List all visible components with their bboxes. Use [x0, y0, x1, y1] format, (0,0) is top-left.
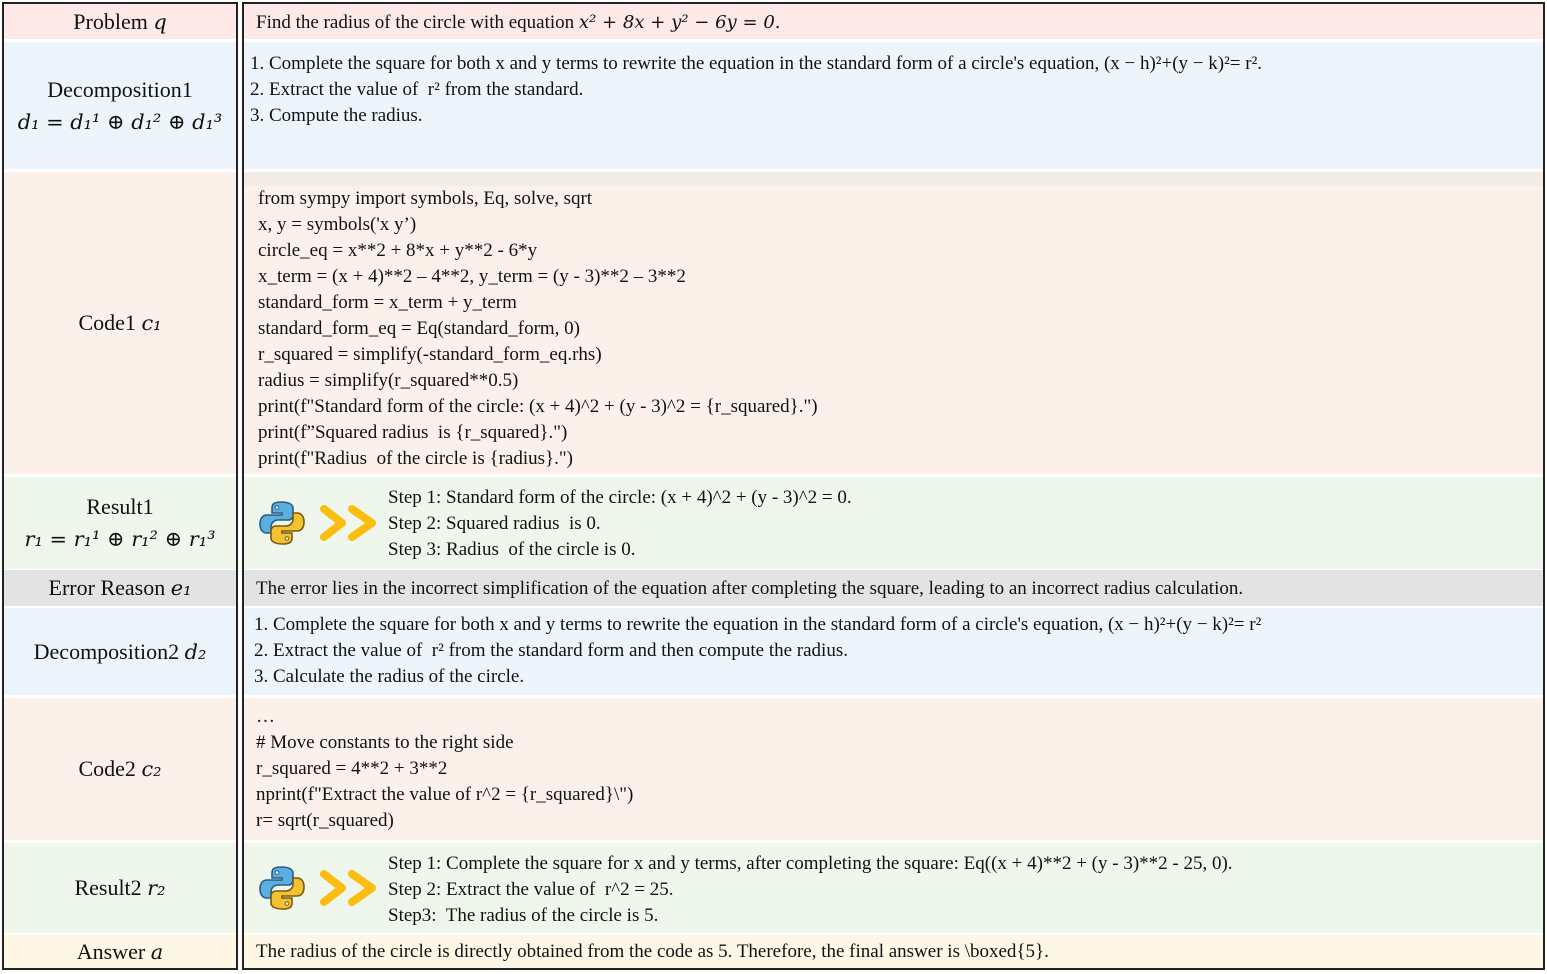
label-decomposition1: [4, 42, 236, 169]
code-line: standard_form_eq = Eq(standard_form, 0): [258, 318, 581, 339]
answer-text: The radius of the circle is directly obtained from the code as 5. Therefore, the final answer is \boxed{5}.: [256, 941, 1049, 962]
answer-label: Answer: [76, 938, 146, 964]
label-answer: [4, 935, 236, 968]
code-line: r_squared = simplify(-standard_form_eq.rhs): [258, 344, 602, 365]
result2-step-2: Step 2: Extract the value of r^2 = 25.: [388, 879, 674, 900]
python-logo-icon: [258, 499, 306, 547]
decomposition1-step-1: 1. Complete the square for both x and y terms to rewrite the equation in the standard form of a circle's equation, (x − h)²+(y − k)²= r².: [250, 53, 1263, 74]
answer-symbol: a: [150, 939, 164, 964]
label-decomposition2: [4, 608, 236, 695]
result1-content: [244, 477, 1543, 569]
code1-header-band: [244, 172, 1543, 186]
python-logo-icon: [258, 864, 306, 912]
error-reason-content: [244, 570, 1543, 606]
result2-icons: [258, 864, 382, 912]
result1-steps: [388, 485, 852, 563]
label-result1: [4, 477, 236, 569]
error-reason-symbol: e₁: [170, 576, 192, 600]
decomposition1-step-3: 3. Compute the radius.: [250, 105, 423, 126]
double-chevron-right-icon: [320, 505, 382, 541]
result1-icons: [258, 499, 382, 547]
code1-label: Code1: [78, 310, 136, 335]
decomposition2-step-1: 1. Complete the square for both x and y terms to rewrite the equation in the standard form of a circle's equation, (x − h)²+(y − k)²= r²: [254, 614, 1262, 635]
code2-symbol: c₂: [141, 757, 162, 781]
result2-symbol: r₂: [147, 876, 166, 900]
decomposition2-step-3: 3. Calculate the radius of the circle.: [254, 666, 525, 687]
result2-steps: [388, 851, 1233, 929]
decomposition2-symbol: d₂: [184, 639, 207, 664]
code-line: print(f"Standard form of the circle: (x + 4)^2 + (y - 3)^2 = {r_squared}."): [258, 396, 818, 417]
decomposition1-content: [244, 42, 1543, 169]
result1-label: Result1: [86, 494, 154, 519]
code1-content: [244, 186, 1543, 474]
label-error-reason: [4, 570, 236, 606]
code-line: print(f”Squared radius is {r_squared}."): [258, 422, 568, 443]
error-reason-text: The error lies in the incorrect simplification of the equation after completing the square, leading to an incorrect radius calculation.: [256, 578, 1244, 599]
decomposition2-label: Decomposition2: [33, 638, 180, 664]
code-line: # Move constants to the right side: [256, 732, 514, 753]
problem-text: Find the radius of the circle with equation: [256, 12, 579, 33]
label-problem: [4, 4, 236, 39]
code-line: from sympy import symbols, Eq, solve, sqrt: [258, 188, 593, 209]
decomposition2-content: [244, 608, 1543, 695]
problem-content: [244, 4, 1543, 39]
double-chevron-right-icon: [320, 870, 382, 906]
code-line: circle_eq = x**2 + 8*x + y**2 - 6*y: [258, 240, 538, 261]
result2-step-3: Step3: The radius of the circle is 5.: [388, 905, 659, 926]
label-code2: [4, 698, 236, 840]
label-code1: [4, 172, 236, 474]
result2-label: Result2: [74, 875, 142, 900]
decomposition2-step-2: 2. Extract the value of r² from the standard form and then compute the radius.: [254, 640, 848, 661]
code-line: x_term = (x + 4)**2 – 4**2, y_term = (y - 3)**2 – 3**2: [258, 266, 686, 287]
code-line: radius = simplify(r_squared**0.5): [258, 370, 519, 391]
decomposition1-step-2: 2. Extract the value of r² from the standard.: [250, 79, 584, 100]
answer-content: [244, 935, 1543, 968]
result2-content: [244, 843, 1543, 933]
label-result2: [4, 843, 236, 933]
result2-step-1: Step 1: Complete the square for x and y terms, after completing the square: Eq((x + 4)**2 + (y - 3)**2 - 25, 0).: [388, 853, 1233, 874]
result1-formula: r₁ = r₁¹ ⊕ r₁² ⊕ r₁³: [24, 527, 216, 551]
result1-step-3: Step 3: Radius of the circle is 0.: [388, 539, 636, 560]
problem-equation: x² + 8x + y² − 6y = 0.: [578, 12, 781, 33]
problem-symbol: q: [153, 9, 167, 34]
problem-label: Problem: [73, 8, 148, 34]
code-line: r_squared = 4**2 + 3**2: [256, 758, 448, 779]
code-line: standard_form = x_term + y_term: [258, 292, 517, 313]
code-line: x, y = symbols('x y’): [258, 214, 417, 235]
content-column: [242, 2, 1545, 970]
result1-step-1: Step 1: Standard form of the circle: (x + 4)^2 + (y - 3)^2 = 0.: [388, 487, 852, 508]
code-line: nprint(f"Extract the value of r^2 = {r_squared}\"): [256, 784, 634, 805]
code1-symbol: c₁: [141, 311, 162, 335]
label-column: [2, 2, 238, 970]
result1-step-2: Step 2: Squared radius is 0.: [388, 513, 601, 534]
code2-content: [244, 698, 1543, 840]
decomposition1-formula: d₁ = d₁¹ ⊕ d₁² ⊕ d₁³: [17, 109, 223, 134]
code-line: print(f"Radius of the circle is {radius}."): [258, 448, 573, 469]
code-line: r= sqrt(r_squared): [256, 810, 394, 831]
code-line: …: [256, 706, 275, 727]
error-reason-label: Error Reason: [48, 575, 166, 600]
decomposition1-label: Decomposition1: [47, 76, 193, 102]
code2-label: Code2: [78, 756, 136, 781]
